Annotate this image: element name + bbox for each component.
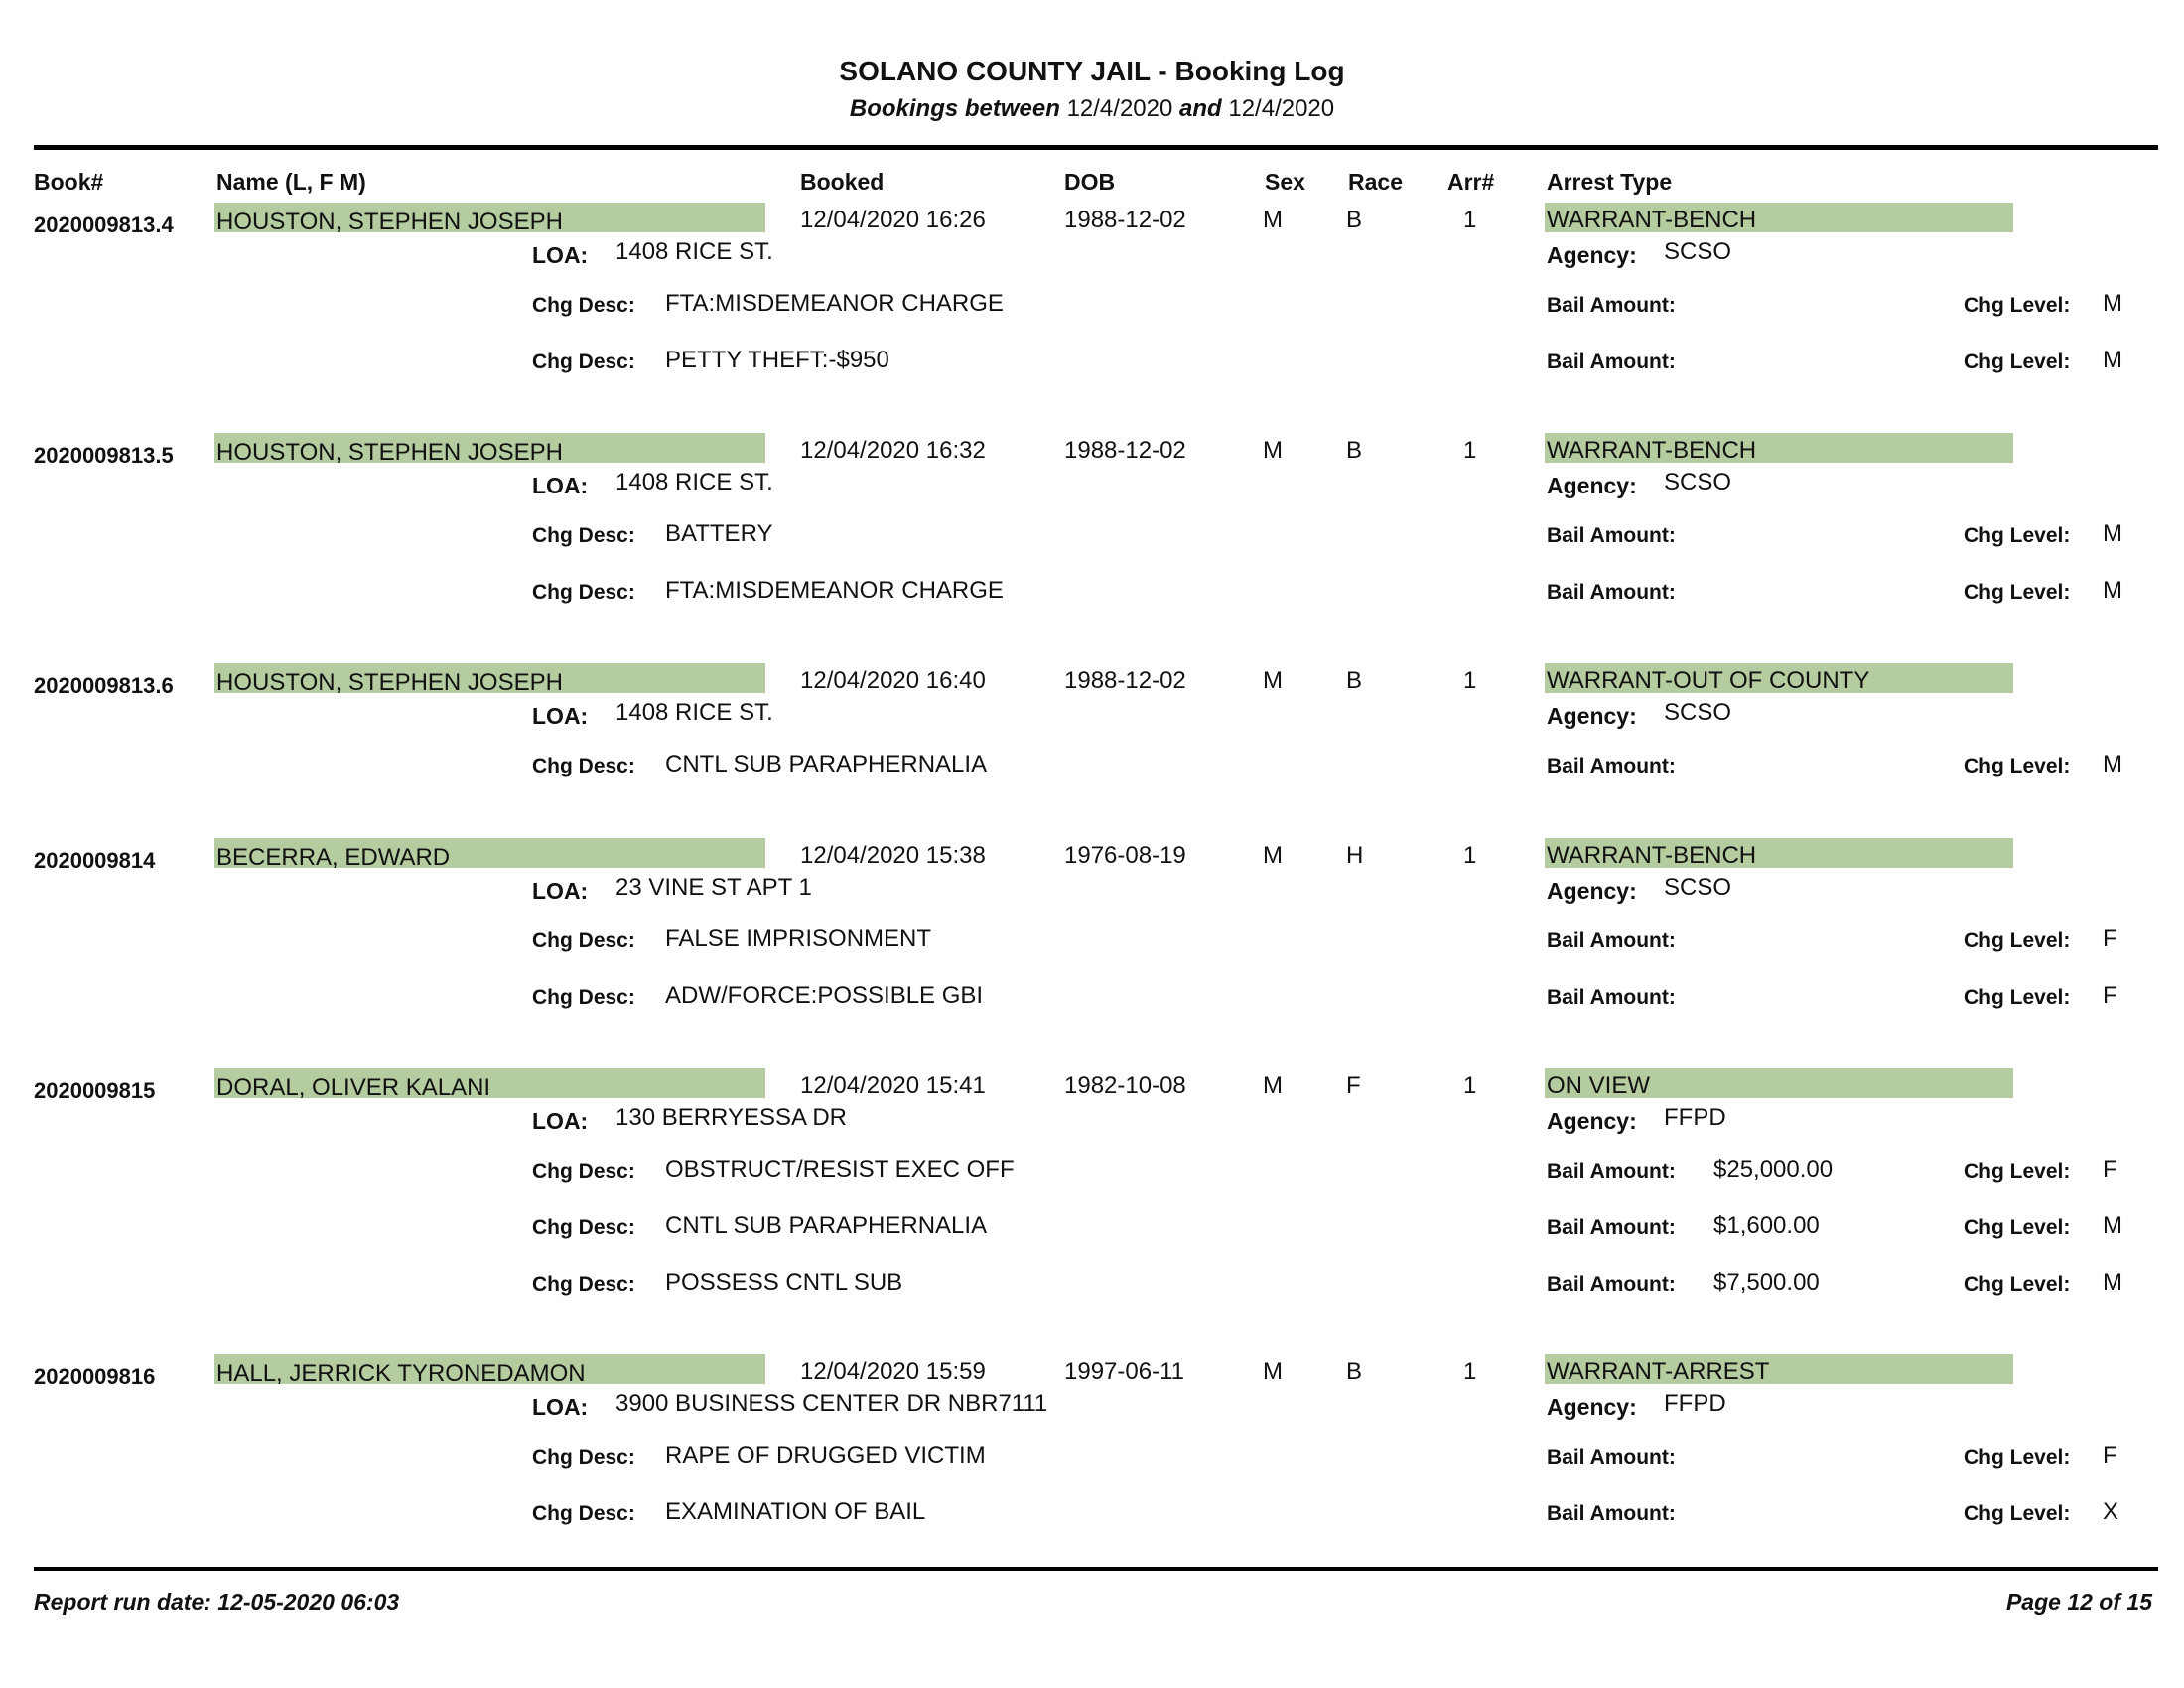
loa-label: LOA: — [532, 878, 589, 904]
bail-amount-label: Bail Amount: — [1547, 929, 1676, 952]
bail-amount-label: Bail Amount: — [1547, 1160, 1676, 1183]
bottom-rule — [34, 1567, 2158, 1571]
inmate-name: BECERRA, EDWARD — [216, 844, 451, 871]
book-number: 2020009816 — [34, 1364, 156, 1389]
charge-level: M — [2103, 577, 2122, 604]
bail-amount-label: Bail Amount: — [1547, 1502, 1676, 1525]
bail-amount: $1,600.00 — [1713, 1212, 1820, 1239]
charge-level: F — [2103, 982, 2117, 1009]
chg-level-label: Chg Level: — [1964, 1446, 2071, 1469]
arrest-number: 1 — [1463, 437, 1477, 464]
bail-amount-label: Bail Amount: — [1547, 294, 1676, 317]
arrest-number: 1 — [1463, 1072, 1477, 1099]
charge-description: CNTL SUB PARAPHERNALIA — [665, 751, 988, 777]
bail-amount-label: Bail Amount: — [1547, 1273, 1676, 1296]
sex-value: M — [1263, 437, 1283, 464]
arrest-type: WARRANT-OUT OF COUNTY — [1547, 667, 1870, 694]
book-number: 2020009815 — [34, 1078, 156, 1103]
race-value: B — [1346, 667, 1363, 694]
booking-record — [0, 433, 2184, 661]
charge-description: OBSTRUCT/RESIST EXEC OFF — [665, 1156, 1015, 1183]
charge-level: M — [2103, 520, 2122, 547]
subtitle-and: and — [1179, 95, 1222, 122]
arrest-number: 1 — [1463, 1358, 1477, 1385]
chg-desc-label: Chg Desc: — [532, 351, 635, 373]
bail-amount-label: Bail Amount: — [1547, 1216, 1676, 1239]
date-of-birth: 1988-12-02 — [1064, 667, 1186, 694]
charge-level: M — [2103, 1212, 2122, 1239]
chg-desc-label: Chg Desc: — [532, 1502, 635, 1525]
charge-level: M — [2103, 290, 2122, 317]
date-of-birth: 1988-12-02 — [1064, 437, 1186, 464]
inmate-name: DORAL, OLIVER KALANI — [216, 1074, 491, 1101]
charge-line — [0, 288, 2184, 328]
booked-datetime: 12/04/2020 16:32 — [800, 437, 986, 464]
chg-desc-label: Chg Desc: — [532, 1273, 635, 1296]
charge-description: PETTY THEFT:-$950 — [665, 347, 889, 373]
sex-value: M — [1263, 667, 1283, 694]
loa-label: LOA: — [532, 1108, 589, 1134]
header-dob: DOB — [1064, 169, 1116, 195]
date-of-birth: 1976-08-19 — [1064, 842, 1186, 869]
inmate-name: HALL, JERRICK TYRONEDAMON — [216, 1360, 586, 1387]
agency-label: Agency: — [1547, 878, 1637, 904]
agency-value: FFPD — [1664, 1390, 1726, 1417]
report-run-date: Report run date: 12-05-2020 06:03 — [34, 1589, 400, 1615]
bail-amount: $7,500.00 — [1713, 1269, 1820, 1296]
loa-address: 1408 RICE ST. — [615, 238, 773, 265]
charge-line — [0, 980, 2184, 1020]
subtitle-start-date: 12/4/2020 — [1066, 95, 1173, 122]
booked-datetime: 12/04/2020 15:59 — [800, 1358, 986, 1385]
booked-datetime: 12/04/2020 15:38 — [800, 842, 986, 869]
race-value: B — [1346, 207, 1363, 233]
charge-level: M — [2103, 1269, 2122, 1296]
chg-desc-label: Chg Desc: — [532, 755, 635, 777]
chg-level-label: Chg Level: — [1964, 524, 2071, 547]
race-value: H — [1346, 842, 1364, 869]
race-value: B — [1346, 1358, 1363, 1385]
booking-record — [0, 1068, 2184, 1297]
charge-line — [0, 1496, 2184, 1536]
charge-description: FTA:MISDEMEANOR CHARGE — [665, 577, 1004, 604]
charge-level: F — [2103, 1156, 2117, 1183]
loa-label: LOA: — [532, 242, 589, 268]
charge-level: X — [2103, 1498, 2119, 1525]
arrest-type: ON VIEW — [1547, 1072, 1651, 1099]
date-of-birth: 1997-06-11 — [1064, 1358, 1184, 1385]
header-race: Race — [1348, 169, 1403, 195]
booking-record — [0, 838, 2184, 1066]
bail-amount-label: Bail Amount: — [1547, 351, 1676, 373]
charge-description: FALSE IMPRISONMENT — [665, 925, 932, 952]
sex-value: M — [1263, 207, 1283, 233]
arrest-type: WARRANT-BENCH — [1547, 207, 1757, 233]
book-number: 2020009814 — [34, 848, 156, 873]
charge-level: M — [2103, 751, 2122, 777]
header-booked: Booked — [800, 169, 885, 195]
arrest-type: WARRANT-BENCH — [1547, 842, 1757, 869]
header-name: Name (L, F M) — [216, 169, 366, 195]
charge-line — [0, 1440, 2184, 1479]
charge-level: M — [2103, 347, 2122, 373]
agency-label: Agency: — [1547, 242, 1637, 268]
sex-value: M — [1263, 842, 1283, 869]
charge-description: ADW/FORCE:POSSIBLE GBI — [665, 982, 984, 1009]
subtitle-end-date: 12/4/2020 — [1228, 95, 1335, 122]
booked-datetime: 12/04/2020 16:26 — [800, 207, 986, 233]
agency-value: SCSO — [1664, 469, 1732, 495]
charge-level: F — [2103, 925, 2117, 952]
charge-line — [0, 749, 2184, 788]
bail-amount-label: Bail Amount: — [1547, 986, 1676, 1009]
chg-desc-label: Chg Desc: — [532, 929, 635, 952]
charge-line — [0, 923, 2184, 963]
sex-value: M — [1263, 1358, 1283, 1385]
bail-amount-label: Bail Amount: — [1547, 581, 1676, 604]
charge-description: CNTL SUB PARAPHERNALIA — [665, 1212, 988, 1239]
header-book: Book# — [34, 169, 104, 195]
charge-line — [0, 1154, 2184, 1194]
arrest-number: 1 — [1463, 207, 1477, 233]
page-number: Page 12 of 15 — [2005, 1589, 2152, 1615]
book-number: 2020009813.6 — [34, 673, 174, 698]
date-of-birth: 1988-12-02 — [1064, 207, 1186, 233]
agency-value: FFPD — [1664, 1104, 1726, 1131]
race-value: B — [1346, 437, 1363, 464]
report-title: SOLANO COUNTY JAIL - Booking Log — [839, 56, 1345, 86]
sex-value: M — [1263, 1072, 1283, 1099]
chg-desc-label: Chg Desc: — [532, 1216, 635, 1239]
agency-value: SCSO — [1664, 238, 1732, 265]
charge-line — [0, 345, 2184, 384]
chg-level-label: Chg Level: — [1964, 1273, 2071, 1296]
book-number: 2020009813.5 — [34, 443, 174, 468]
bail-amount-label: Bail Amount: — [1547, 524, 1676, 547]
loa-address: 130 BERRYESSA DR — [615, 1104, 848, 1131]
inmate-name: HOUSTON, STEPHEN JOSEPH — [216, 209, 563, 235]
chg-level-label: Chg Level: — [1964, 755, 2071, 777]
bail-amount-label: Bail Amount: — [1547, 1446, 1676, 1469]
charge-level: F — [2103, 1442, 2117, 1469]
arrest-number: 1 — [1463, 667, 1477, 694]
header-sex: Sex — [1265, 169, 1305, 195]
loa-address: 1408 RICE ST. — [615, 699, 773, 726]
chg-desc-label: Chg Desc: — [532, 1446, 635, 1469]
arrest-number: 1 — [1463, 842, 1477, 869]
loa-address: 3900 BUSINESS CENTER DR NBR7111 — [615, 1390, 1048, 1417]
chg-desc-label: Chg Desc: — [532, 1160, 635, 1183]
bail-amount: $25,000.00 — [1713, 1156, 1834, 1183]
chg-level-label: Chg Level: — [1964, 294, 2071, 317]
chg-desc-label: Chg Desc: — [532, 294, 635, 317]
charge-line — [0, 1210, 2184, 1250]
arrest-type: WARRANT-BENCH — [1547, 437, 1757, 464]
agency-label: Agency: — [1547, 1108, 1637, 1134]
chg-level-label: Chg Level: — [1964, 1160, 2071, 1183]
loa-label: LOA: — [532, 473, 589, 498]
chg-desc-label: Chg Desc: — [532, 524, 635, 547]
chg-desc-label: Chg Desc: — [532, 986, 635, 1009]
charge-description: EXAMINATION OF BAIL — [665, 1498, 926, 1525]
agency-label: Agency: — [1547, 703, 1637, 729]
inmate-name: HOUSTON, STEPHEN JOSEPH — [216, 669, 563, 696]
chg-level-label: Chg Level: — [1964, 581, 2071, 604]
chg-level-label: Chg Level: — [1964, 351, 2071, 373]
agency-label: Agency: — [1547, 1394, 1637, 1420]
chg-level-label: Chg Level: — [1964, 1216, 2071, 1239]
loa-address: 1408 RICE ST. — [615, 469, 773, 495]
subtitle-prefix: Bookings between — [849, 95, 1060, 122]
date-of-birth: 1982-10-08 — [1064, 1072, 1186, 1099]
booking-record — [0, 203, 2184, 431]
loa-label: LOA: — [532, 1394, 589, 1420]
header-arrest-type: Arrest Type — [1547, 169, 1673, 195]
chg-level-label: Chg Level: — [1964, 929, 2071, 952]
agency-value: SCSO — [1664, 699, 1732, 726]
loa-address: 23 VINE ST APT 1 — [615, 874, 812, 901]
charge-line — [0, 518, 2184, 558]
header-arr: Arr# — [1447, 169, 1495, 195]
agency-value: SCSO — [1664, 874, 1732, 901]
inmate-name: HOUSTON, STEPHEN JOSEPH — [216, 439, 563, 466]
chg-level-label: Chg Level: — [1964, 986, 2071, 1009]
chg-level-label: Chg Level: — [1964, 1502, 2071, 1525]
charge-description: FTA:MISDEMEANOR CHARGE — [665, 290, 1004, 317]
race-value: F — [1346, 1072, 1361, 1099]
chg-desc-label: Chg Desc: — [532, 581, 635, 604]
booked-datetime: 12/04/2020 15:41 — [800, 1072, 986, 1099]
loa-label: LOA: — [532, 703, 589, 729]
charge-description: POSSESS CNTL SUB — [665, 1269, 903, 1296]
book-number: 2020009813.4 — [34, 212, 174, 237]
charge-description: RAPE OF DRUGGED VICTIM — [665, 1442, 986, 1469]
bail-amount-label: Bail Amount: — [1547, 755, 1676, 777]
agency-label: Agency: — [1547, 473, 1637, 498]
charge-line — [0, 1267, 2184, 1307]
booked-datetime: 12/04/2020 16:40 — [800, 667, 986, 694]
arrest-type: WARRANT-ARREST — [1547, 1358, 1770, 1385]
charge-line — [0, 575, 2184, 615]
booking-record — [0, 1354, 2184, 1583]
charge-description: BATTERY — [665, 520, 773, 547]
